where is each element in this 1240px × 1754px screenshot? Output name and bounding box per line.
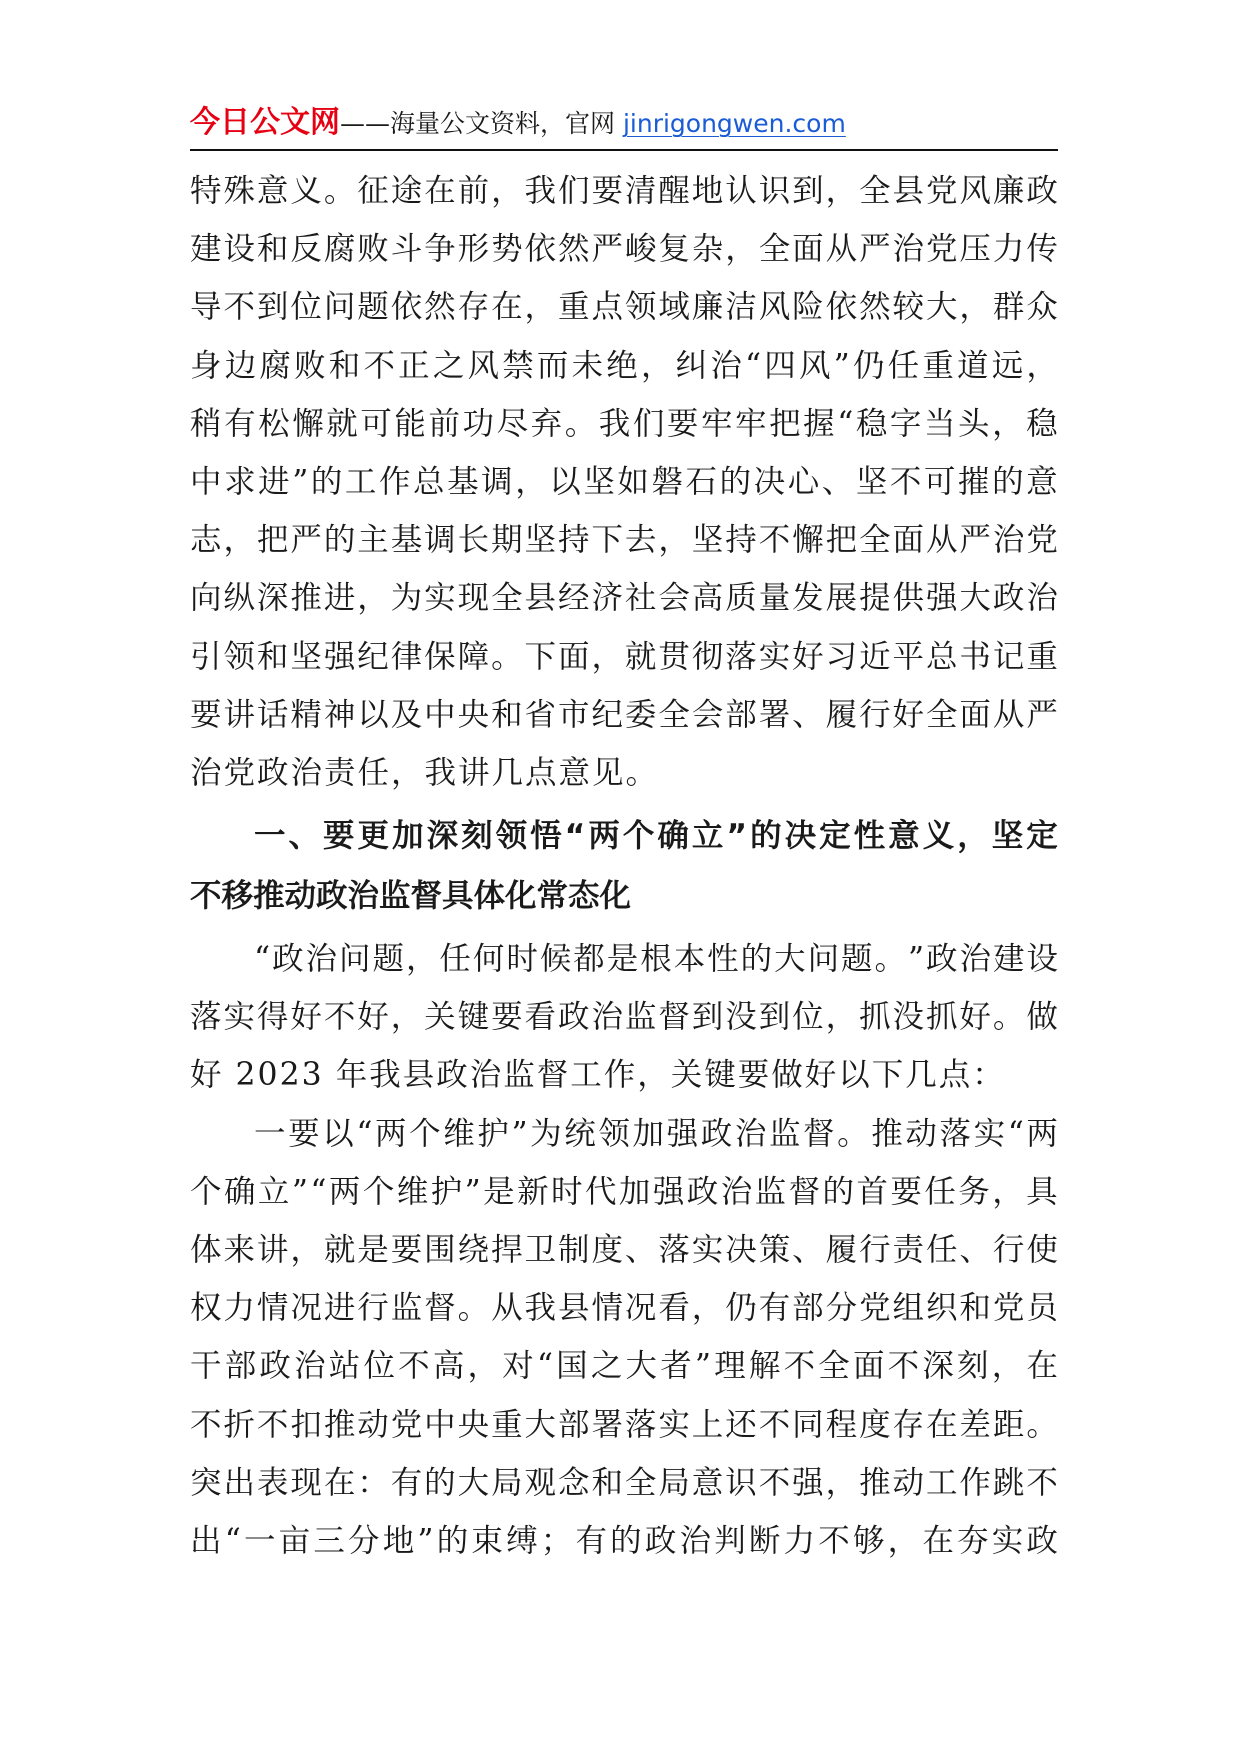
text-line: 落 实 得 好 不 好 ， 关 键 要 看 政 治 监 督 到 没 到 位 ， 抓 没 抓 好 。 做	[190, 999, 1058, 1036]
text-line: 个 确 立 ” “ 两 个 维 护 ” 是 新 时 代 加 强 政 治 监 督 的 首 要 任 务 ， 具	[190, 1173, 1058, 1210]
site-header	[190, 102, 1060, 144]
header-divider	[190, 149, 1058, 151]
text-line-first: “ 政 治 问 题 ， 任 何 时 候 都 是 根 本 性 的 大 问 题 。 ” 政 治 建 设	[254, 941, 1058, 978]
site-tagline: ——海量公文资料，官网	[340, 109, 623, 138]
text-line: 向 纵 深 推 进 ， 为 实 现 全 县 经 济 社 会 高 质 量 发 展 提 供 强 大 政 治	[190, 580, 1058, 617]
text-line: 志 ， 把 严 的 主 基 调 长 期 坚 持 下 去 ， 坚 持 不 懈 把 全 面 从 严 治 党	[190, 522, 1058, 559]
heading-line-last: 不移推动政治监督具体化常态化	[190, 878, 632, 915]
text-line: 引 领 和 坚 强 纪 律 保 障 。 下 面 ， 就 贯 彻 落 实 好 习 近 平 总 书 记 重	[190, 638, 1058, 675]
paragraph-3	[190, 1105, 1058, 1571]
text-line: 建 设 和 反 腐 败 斗 争 形 势 依 然 严 峻 复 杂 ， 全 面 从 严 治 党 压 力 传	[190, 231, 1058, 268]
text-line: 权 力 情 况 进 行 监 督 。 从 我 县 情 况 看 ， 仍 有 部 分 党 组 织 和 党 员	[190, 1290, 1058, 1327]
text-line: 体 来 讲 ， 就 是 要 围 绕 捍 卫 制 度 、 落 实 决 策 、 履 行 责 任 、 行 使	[190, 1232, 1058, 1268]
paragraph-2	[190, 930, 1058, 1105]
text-line: 特 殊 意 义 。 征 途 在 前 ， 我 们 要 清 醒 地 认 识 到 ， 全 县 党 风 廉 政	[190, 173, 1058, 209]
text-line: 身 边 腐 败 和 不 正 之 风 禁 而 未 绝 ， 纠 治 “ 四 风 ” 仍 任 重 道 远 ，	[190, 347, 1058, 384]
heading-line: 一 、 要 更 加 深 刻 领 悟 “ 两 个 确 立 ” 的 决 定 性 意 义 ， 坚 定	[254, 818, 1058, 855]
site-url-link[interactable]: jinrigongwen.com	[622, 109, 846, 138]
text-line: 不 折 不 扣 推 动 党 中 央 重 大 部 署 落 实 上 还 不 同 程 度 存 在 差 距 。	[190, 1406, 1058, 1443]
text-line: 突 出 表 现 在 ： 有 的 大 局 观 念 和 全 局 意 识 不 强 ， 推 动 工 作 跳 不	[190, 1464, 1058, 1501]
text-line: 出 “ 一 亩 三 分 地 ” 的 束 缚 ； 有 的 政 治 判 断 力 不 够 ， 在 夯 实 政	[190, 1522, 1058, 1559]
document-body	[190, 162, 1058, 1570]
text-line: 稍 有 松 懈 就 可 能 前 功 尽 弃 。 我 们 要 牢 牢 把 握 “ 稳 字 当 头 ， 稳	[190, 405, 1058, 442]
text-line: 中 求 进 ” 的 工 作 总 基 调 ， 以 坚 如 磐 石 的 决 心 、 坚 不 可 摧 的 意	[190, 463, 1058, 500]
paragraph-1	[190, 162, 1058, 802]
text-line: 干 部 政 治 站 位 不 高 ， 对 “ 国 之 大 者 ” 理 解 不 全 面 不 深 刻 ， 在	[190, 1348, 1058, 1385]
text-line-first: 一 要 以 “ 两 个 维 护 ” 为 统 领 加 强 政 治 监 督 。 推 动 落 实 “ 两	[254, 1115, 1058, 1152]
text-line-last: 治党政治责任，我讲几点意见。	[190, 754, 660, 791]
text-line: 要 讲 话 精 神 以 及 中 央 和 省 市 纪 委 全 会 部 署 、 履 行 好 全 面 从 严	[190, 696, 1058, 733]
text-line-last: 好 2023 年我县政治监督工作，关键要做好以下几点：	[190, 1057, 1006, 1094]
site-brand-logo: 今日公文网	[190, 105, 340, 140]
section-heading-1	[190, 806, 1058, 926]
text-line: 导 不 到 位 问 题 依 然 存 在 ， 重 点 领 域 廉 洁 风 险 依 然 较 大 ， 群 众	[190, 289, 1058, 326]
